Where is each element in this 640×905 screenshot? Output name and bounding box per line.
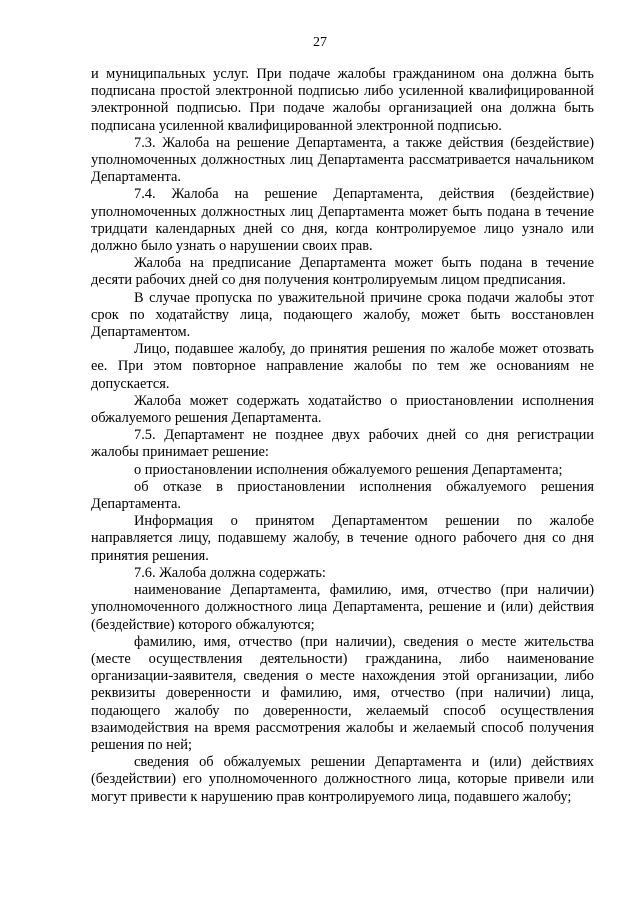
document-body (91, 66, 594, 806)
list-item-contested-decisions: сведения об обжалуемых решении Департамента и (или) действиях (бездействии) его уполномоченного должностного лица, которые привели или могут привести к нарушению прав контролируемого лица, подавшего жалобу; (91, 754, 594, 805)
paragraph-decision-notice: Информация о принятом Департаментом решении по жалобе направляется лицу, подавшему жалобу, в течение одного рабочего дня со дня принятия решения. (91, 513, 594, 564)
paragraph-7-6: 7.6. Жалоба должна содержать: (134, 564, 326, 581)
paragraph-7-3: 7.3. Жалоба на решение Департамента, а также действия (бездействие) уполномоченных должностных лиц Департамента рассматривается начальником Департамента. (91, 134, 594, 186)
list-item-refuse-suspend: об отказе в приостановлении исполнения обжалуемого решения Департамента. (91, 478, 594, 513)
list-item-suspend: о приостановлении исполнения обжалуемого решения Департамента; (134, 461, 563, 478)
paragraph-signature-requirements: и муниципальных услуг. При подаче жалобы гражданином она должна быть подписана простой электронной подписью либо усиленной квалифицированной электронной подписью. При подаче жалобы организацией она должна быть подписана усиленной квалифицированной электронной подписью. (91, 66, 594, 134)
paragraph-deadline-restoration: В случае пропуска по уважительной причине срока подачи жалобы этот срок по ходатайству лица, подающего жалобу, может быть восстановлен Департаментом. (91, 289, 594, 341)
paragraph-prescription-complaint: Жалоба на предписание Департамента может быть подана в течение десяти рабочих дней со дня получения контролируемым лицом предписания. (91, 255, 594, 289)
paragraph-7-5: 7.5. Департамент не позднее двух рабочих дней со дня регистрации жалобы принимает решение: (91, 427, 594, 461)
list-item-department-name: наименование Департамента, фамилию, имя, отчество (при наличии) уполномоченного должностного лица Департамента, решение и (или) действия (бездействие) которого обжалуются; (91, 582, 594, 633)
list-item-applicant-info: фамилию, имя, отчество (при наличии), сведения о месте жительства (месте осуществления деятельности) гражданина, либо наименование организации-заявителя, сведения о месте нахождения этой организации, либо реквизиты доверенности и фамилию, имя, отчество (при наличии) лица, подающего жалобу по доверенности, желаемый способ осуществления взаимодействия на время рассмотрения жалобы и желаемый способ получения решения по ней; (91, 633, 594, 753)
page-number: 27 (313, 35, 327, 50)
paragraph-suspension-petition: Жалоба может содержать ходатайство о приостановлении исполнения обжалуемого решения Департамента. (91, 392, 594, 427)
paragraph-7-4: 7.4. Жалоба на решение Департамента, действия (бездействие) уполномоченных должностных лиц Департамента может быть подана в течение тридцати календарных дней со дня, когда контролируемое лицо узнало или должно было узнать о нарушении своих прав. (91, 186, 594, 255)
paragraph-withdrawal: Лицо, подавшее жалобу, до принятия решения по жалобе может отозвать ее. При этом повторное направление жалобы по тем же основаниям не допускается. (91, 341, 594, 392)
